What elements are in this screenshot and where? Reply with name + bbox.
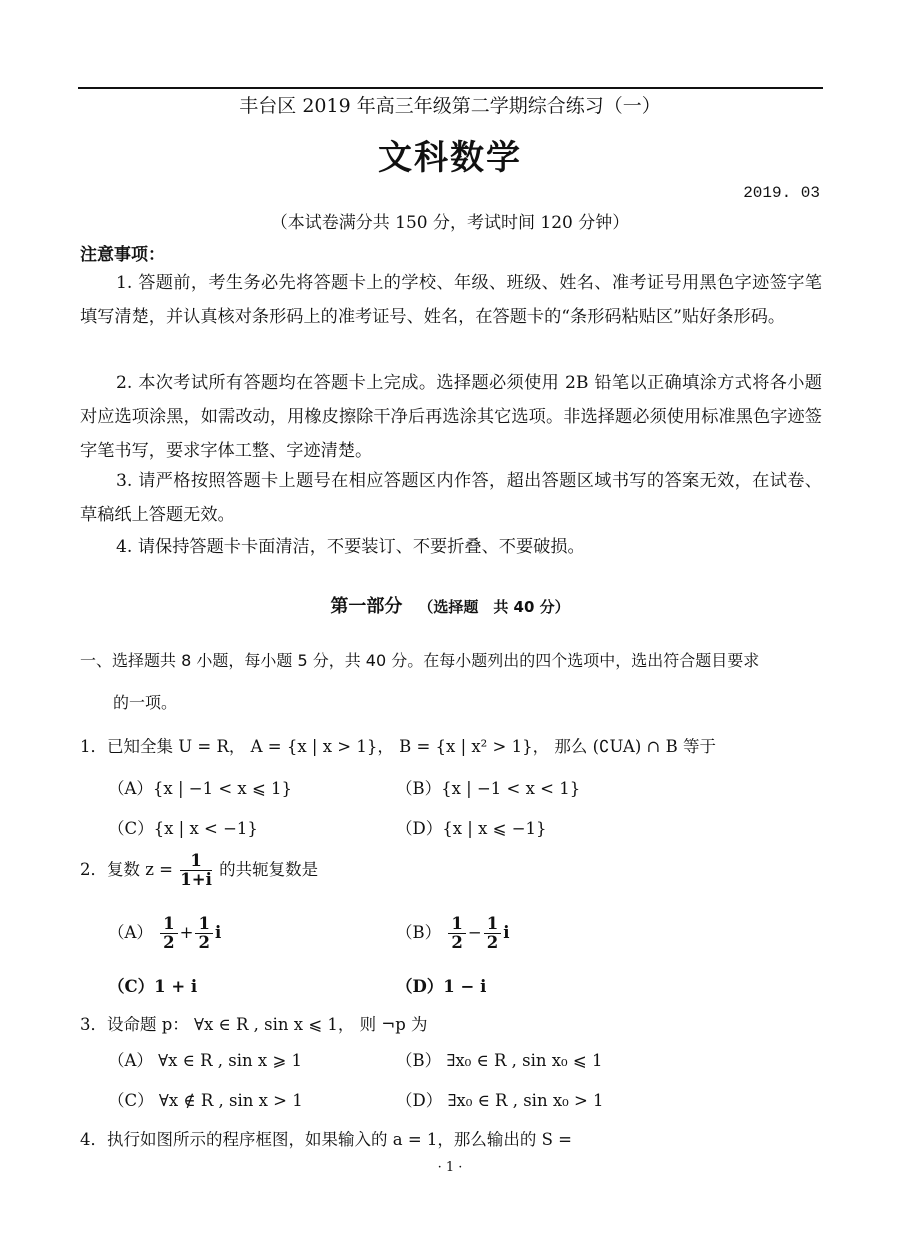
notice-heading: 注意事项：	[80, 245, 165, 265]
part1-intro-line2: 的一项。	[113, 693, 178, 712]
question-1-option-d: （D）{x | x ⩽ −1}	[396, 819, 547, 838]
question-2-option-c: （C）1 + i	[108, 977, 198, 996]
question-2-fraction: $\frac{1}{1+i}$	[180, 851, 212, 889]
notice-item-4: 4. 请保持答题卡卡面清洁，不要装订、不要折叠、不要破损。	[116, 537, 585, 557]
question-1-option-a: （A）{x | −1 < x ⩽ 1}	[108, 779, 293, 798]
question-1-option-c: （C）{x | x < −1}	[108, 819, 258, 838]
half-fraction: $\frac{1}{2}$	[160, 915, 177, 952]
part1-intro-line1: 一、选择题共 8 小题，每小题 5 分，共 40 分。在每小题列出的四个选项中，选出符合题目要求	[80, 651, 760, 670]
half-fraction: $\frac{1}{2}$	[195, 915, 212, 952]
question-2-stem	[80, 852, 318, 889]
exam-title: 丰台区 2019 年高三年级第二学期综合练习（一）	[239, 95, 661, 117]
question-4-stem: 4．执行如图所示的程序框图，如果输入的 a = 1，那么输出的 S =	[80, 1130, 573, 1149]
question-3-option-c: （C） ∀x ∉ R , sin x > 1	[108, 1091, 303, 1110]
question-1-stem: 1．已知全集 U = R， A = {x | x > 1}， B = {x | x² > 1}， 那么 (∁UA) ∩ B 等于	[80, 737, 716, 756]
notice-item-2: 2. 本次考试所有答题均在答题卡上完成。选择题必须使用 2B 铅笔以正确填涂方式将各小题对应选项涂黑，如需改动，用橡皮擦除干净后再选涂其它选项。非选择题必须使用标准黑色字迹签字笔书写，要求字体工整、字迹清楚。	[80, 373, 822, 461]
question-2-stem-prefix: 2．复数 z =	[80, 860, 174, 879]
notice-item-3: 3. 请严格按照答题卡上题号在相应答题区内作答，超出答题区域书写的答案无效，在试卷、草稿纸上答题无效。	[80, 471, 822, 525]
part1-heading	[0, 592, 900, 618]
question-2-option-a: （A） $\frac{1}{2}$ + $\frac{1}{2}$ i	[108, 914, 222, 952]
header-rule	[78, 87, 823, 89]
half-fraction: $\frac{1}{2}$	[484, 915, 501, 952]
part1-subtitle: （选择题 共 40 分）	[418, 598, 570, 616]
question-3-option-a: （A） ∀x ∈ R , sin x ⩾ 1	[108, 1051, 303, 1070]
part1-title: 第一部分	[330, 596, 403, 617]
question-1-option-b: （B）{x | −1 < x < 1}	[396, 779, 581, 798]
question-3-stem: 3．设命题 p： ∀x ∈ R , sin x ⩽ 1， 则 ¬p 为	[80, 1015, 428, 1034]
question-2-stem-suffix: 的共轭复数是	[219, 860, 319, 879]
half-fraction: $\frac{1}{2}$	[448, 915, 465, 952]
question-3-option-d: （D） ∃x₀ ∈ R , sin x₀ > 1	[396, 1091, 604, 1110]
exam-date: 2019. 03	[743, 184, 820, 202]
subject-title: 文科数学	[378, 138, 522, 178]
question-3-option-b: （B） ∃x₀ ∈ R , sin x₀ ⩽ 1	[396, 1051, 603, 1070]
page-number: · 1 ·	[437, 1160, 463, 1175]
question-2-option-d: （D）1 − i	[396, 977, 487, 996]
notice-item-1: 1. 答题前，考生务必先将答题卡上的学校、年级、班级、姓名、准考证号用黑色字迹签字笔填写清楚，并认真核对条形码上的准考证号、姓名，在答题卡的“条形码粘贴区”贴好条形码。	[80, 273, 822, 327]
score-info: （本试卷满分共 150 分，考试时间 120 分钟）	[270, 213, 630, 233]
question-2-option-b: （B） $\frac{1}{2}$ − $\frac{1}{2}$ i	[396, 914, 510, 952]
